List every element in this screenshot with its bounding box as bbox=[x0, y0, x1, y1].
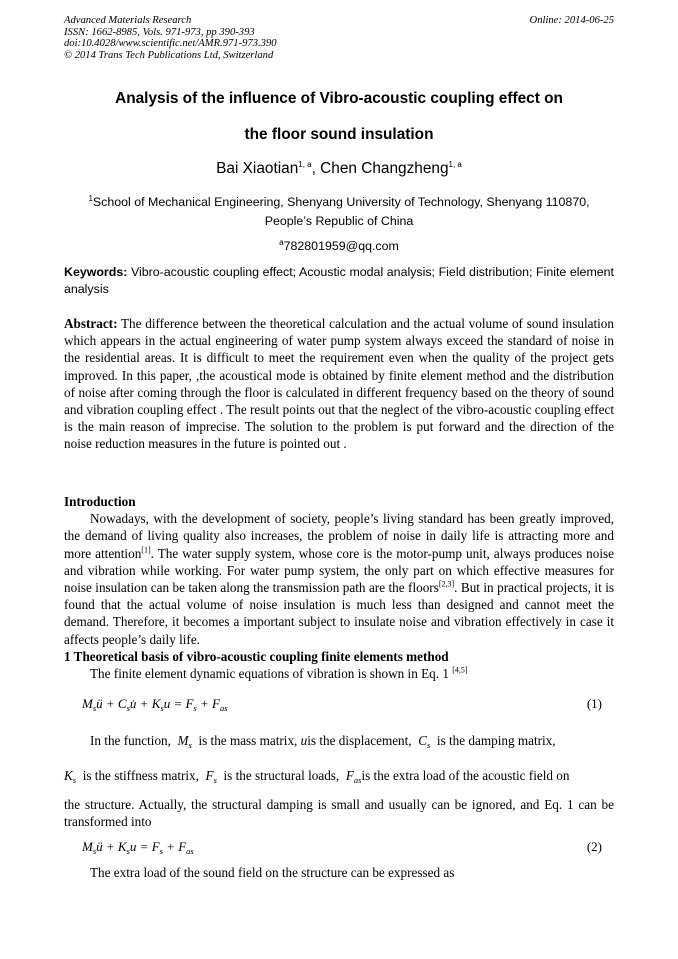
affiliation-line-1: $^1$School of Mechanical Engineering, Shenyang University of Technology, Shenyang 110870, bbox=[88, 193, 590, 209]
abstract-text: The difference between the theoretical calculation and the actual volume of sound insulation which appears in the actual engineering of water pump system always exceed the standard of noise in the residential areas. It is difficult to meet the requirement even when the quality of the project gets improved. In this paper, ,the acoustical mode is obtained by finite element method and the distribution of noise after coming through the floor is calculated in different frequency based on the theory of sound and vibration coupling effect . The result points out that the neglect of the vibro-acoustic coupling effect is the main reason of imprecise. The solution to the problem is put forward and the direction of the noise reduction measures in the future is pointed out . bbox=[64, 316, 614, 452]
journal-name: Advanced Materials Research bbox=[64, 15, 192, 26]
equation-2-formula: $M_sü + K_su = F_s + F_{as}$ bbox=[82, 839, 194, 856]
function-description-1: In the function, $M_s$ is the mass matrix, uis the displacement, $C_s$ is the damping matrix, bbox=[90, 733, 556, 750]
doi[interactable]: doi:10.4028/www.scientific.net/AMR.971-973.390 bbox=[64, 38, 277, 49]
author-2-sup: 1, a bbox=[448, 159, 462, 169]
keywords bbox=[64, 264, 614, 298]
section-1-paragraph: The finite element dynamic equations of vibration is shown in Eq. 1 [4,5] bbox=[90, 665, 468, 682]
citation[interactable]: [1] bbox=[141, 545, 151, 555]
email-sup: a bbox=[279, 237, 284, 247]
equation-2-number: (2) bbox=[586, 839, 602, 854]
authors bbox=[64, 160, 614, 178]
author-2: Chen Changzheng bbox=[320, 160, 449, 177]
affiliation-sup: 1 bbox=[88, 193, 93, 203]
section-1-heading: 1 Theoretical basis of vibro-acoustic coupling finite elements method bbox=[64, 648, 449, 664]
issn: ISSN: 1662-8985, Vols. 971-973, pp 390-393 bbox=[64, 26, 255, 38]
title-line-2: the floor sound insulation bbox=[244, 126, 434, 143]
journal-header bbox=[64, 15, 277, 61]
abstract-label: Abstract: bbox=[64, 316, 118, 331]
author-separator: , bbox=[311, 160, 321, 177]
function-description-2: $K_s$ is the stiffness matrix, $F_s$ is the structural loads, $F_{as}is$ the extra load of the acoustic field on bbox=[64, 768, 570, 785]
author-1: Bai Xiaotian bbox=[216, 160, 299, 177]
author-1-sup: 1, a bbox=[298, 159, 312, 169]
keywords-label: Keywords: bbox=[64, 265, 128, 279]
equation-1-number: (1) bbox=[586, 696, 602, 711]
citation[interactable]: [2,3] bbox=[438, 579, 455, 589]
keywords-text: Vibro-acoustic coupling effect; Acoustic modal analysis; Field distribution; Finite element analysis bbox=[64, 265, 614, 296]
abstract bbox=[64, 315, 614, 453]
extra-load-paragraph: The extra load of the sound field on the structure can be expressed as bbox=[90, 865, 455, 880]
affiliation-line-2: People’s Republic of China bbox=[264, 214, 414, 228]
email[interactable]: $^a$782801959@qq.com bbox=[279, 237, 399, 253]
online-date: Online: 2014-06-25 bbox=[529, 15, 614, 26]
intro-heading: Introduction bbox=[64, 494, 136, 509]
copyright: © 2014 Trans Tech Publications Ltd, Switzerland bbox=[64, 49, 274, 61]
intro-paragraph: Nowadays, with the development of society, people’s living standard has been greatly improved, the demand of living quality also increases, the problem of noise in daily life is attracting more and more attention[1]. The water supply system, whose core is the motor-pump unit, always produces noise and vibration while working. For water pump system, the only part on which effective measures for noise insulation can be taken along the transmission path are the floors[2,3]. But in practical projects, it is found that the actual volume of noise insulation is much less than designed and cannot meet the demand. Therefore, it becomes a important subject to insulate noise and vibration effectively in case it affects people’s daily life. bbox=[64, 511, 614, 647]
title-line-1: Analysis of the influence of Vibro-acoustic coupling effect on bbox=[115, 90, 563, 107]
citation[interactable]: [4,5] bbox=[452, 665, 468, 675]
introduction bbox=[64, 493, 614, 682]
transform-paragraph: the structure. Actually, the structural damping is small and usually can be ignored, and Eq. 1 can be transformed into bbox=[64, 797, 614, 830]
equation-1-formula: $M_sü$ + $C_su̇ + K_su = F_s + F_{as}$ bbox=[82, 696, 228, 713]
